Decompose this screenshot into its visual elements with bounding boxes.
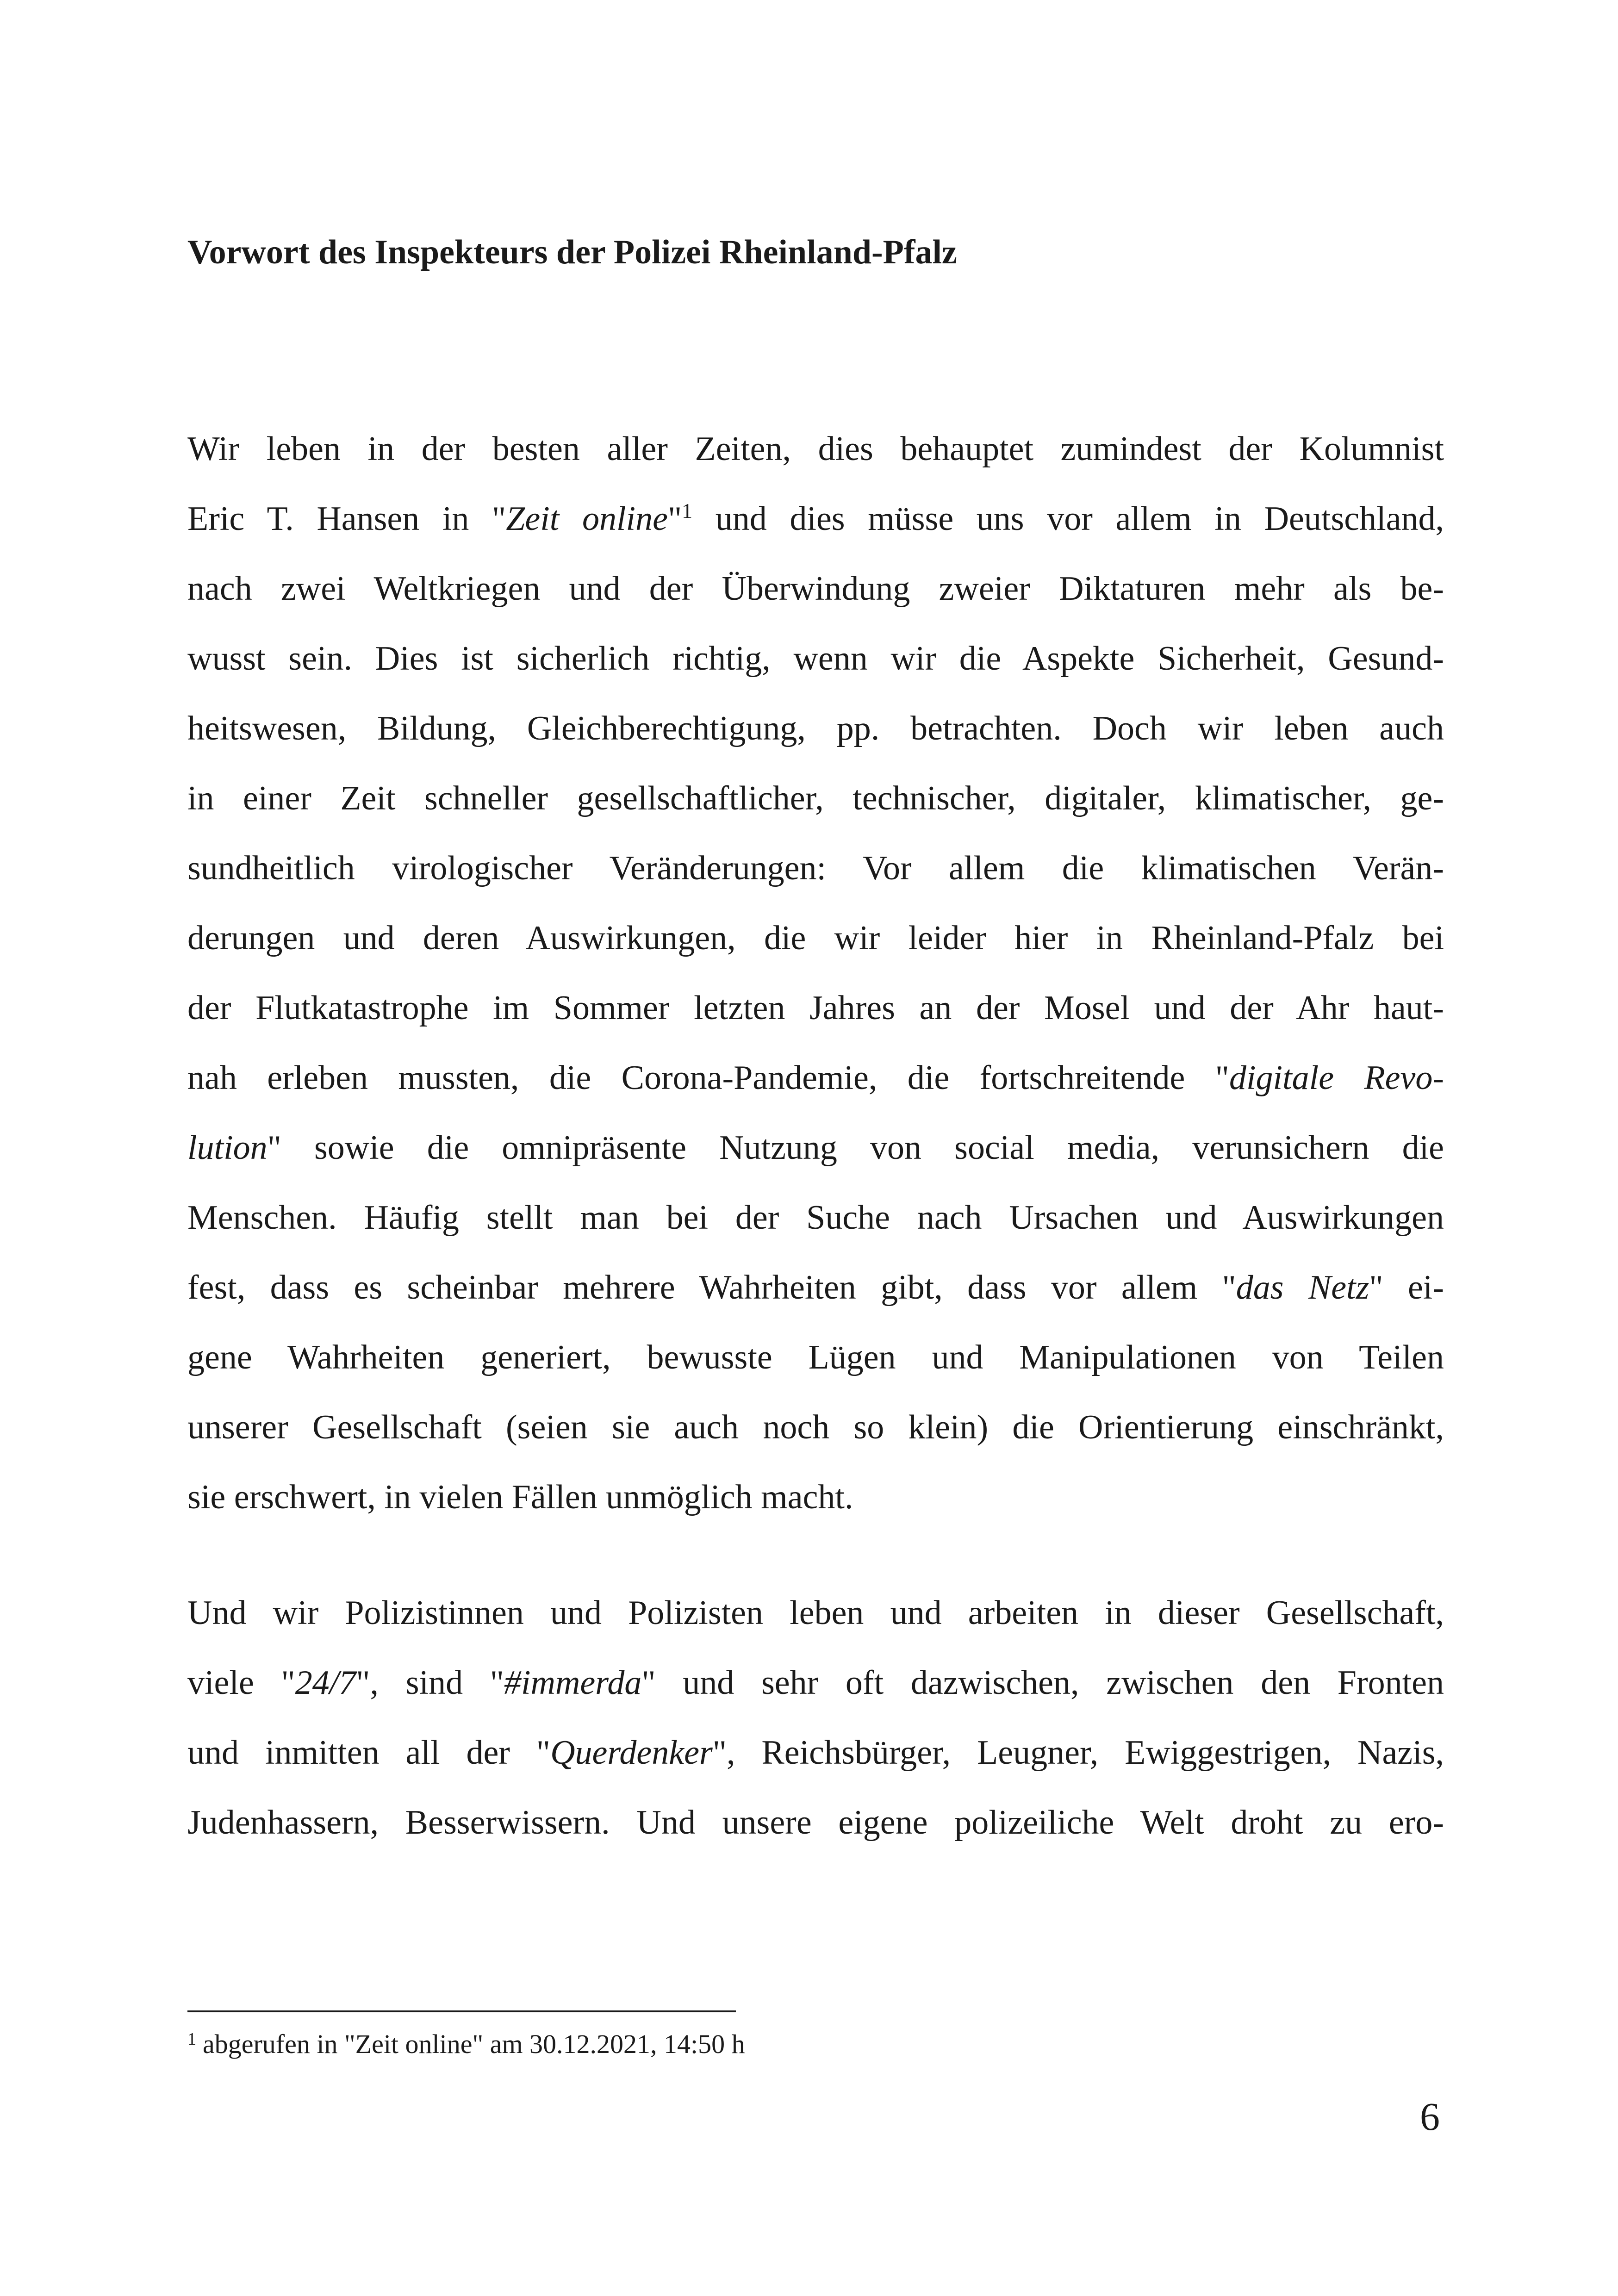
page-heading: Vorwort des Inspekteurs der Polizei Rheinland-Pfalz: [187, 233, 957, 271]
text-run: " ei-: [1369, 1269, 1444, 1307]
text-line: Wir leben in der besten aller Zeiten, dies behauptet zumindest der Kolumnist: [187, 430, 1444, 468]
italic-term: 24/7: [295, 1664, 356, 1702]
page-number: 6: [1420, 2094, 1440, 2139]
text-line: derungen und deren Auswirkungen, die wir leider hier in Rheinland-Pfalz bei: [187, 919, 1444, 957]
footnote-separator: [187, 2010, 736, 2012]
text-run: Eric T. Hansen in ": [187, 500, 506, 538]
text-line: [187, 1113, 1444, 1183]
footnote-text: abgerufen in "Zeit online" am 30.12.2021, 14:50 h: [203, 2029, 745, 2059]
text-run: nah erleben mussten, die Corona-Pandemie, die fortschreitende ": [187, 1059, 1229, 1097]
text-run: und dies müsse uns vor allem in Deutschland,: [692, 500, 1444, 538]
text-line: [187, 1253, 1444, 1323]
text-line: der Flutkatastrophe im Sommer letzten Jahres an der Mosel und der Ahr haut-: [187, 989, 1444, 1027]
text-line: [187, 1648, 1444, 1718]
text-line: [187, 484, 1444, 554]
text-line: heitswesen, Bildung, Gleichberechtigung, pp. betrachten. Doch wir leben auch: [187, 709, 1444, 747]
italic-term: Zeit online: [506, 500, 668, 538]
text-run: ", Reichsbürger, Leugner, Ewiggestrigen, Nazis,: [712, 1734, 1444, 1772]
italic-term: digitale Revo-: [1229, 1059, 1444, 1097]
text-line: Und wir Polizistinnen und Polizisten leben und arbeiten in dieser Gesellschaft,: [187, 1594, 1444, 1632]
text-line: nach zwei Weltkriegen und der Überwindung zweier Diktaturen mehr als be-: [187, 570, 1444, 608]
footnote-reference: 1: [682, 499, 693, 523]
text-run: und inmitten all der ": [187, 1734, 551, 1772]
text-line: [187, 1043, 1444, 1113]
italic-term: Querdenker: [550, 1734, 713, 1772]
text-line: [187, 1718, 1444, 1788]
text-run: fest, dass es scheinbar mehrere Wahrheiten gibt, dass vor allem ": [187, 1269, 1236, 1307]
text-run: " und sehr oft dazwischen, zwischen den Fronten: [641, 1664, 1444, 1702]
footnote-mark: 1: [187, 2029, 196, 2049]
text-line: wusst sein. Dies ist sicherlich richtig, wenn wir die Aspekte Sicherheit, Gesund-: [187, 640, 1444, 678]
text-run: viele ": [187, 1664, 295, 1702]
italic-term: lution: [187, 1129, 268, 1167]
text-line: gene Wahrheiten generiert, bewusste Lügen und Manipulationen von Teilen: [187, 1338, 1444, 1376]
text-line: Menschen. Häufig stellt man bei der Suche nach Ursachen und Auswirkungen: [187, 1199, 1444, 1237]
body-paragraph-2: [187, 1578, 1444, 1858]
text-run: ", sind ": [356, 1664, 504, 1702]
text-line: sie erschwert, in vielen Fällen unmöglich macht.: [187, 1478, 853, 1516]
text-line: unserer Gesellschaft (seien sie auch noch so klein) die Orientierung einschränkt,: [187, 1408, 1444, 1446]
text-run: ": [667, 500, 682, 538]
text-line: in einer Zeit schneller gesellschaftlicher, technischer, digitaler, klimatischer, ge-: [187, 779, 1444, 817]
italic-term: das Netz: [1236, 1269, 1369, 1307]
body-paragraph-1: [187, 414, 1444, 1532]
footnote: [187, 2028, 745, 2060]
text-run: " sowie die omnipräsente Nutzung von social media, verunsichern die: [267, 1129, 1444, 1167]
italic-term: #immerda: [504, 1664, 642, 1702]
text-line: Judenhassern, Besserwissern. Und unsere eigene polizeiliche Welt droht zu ero-: [187, 1804, 1444, 1842]
text-line: sundheitlich virologischer Veränderungen: Vor allem die klimatischen Verän-: [187, 849, 1444, 887]
